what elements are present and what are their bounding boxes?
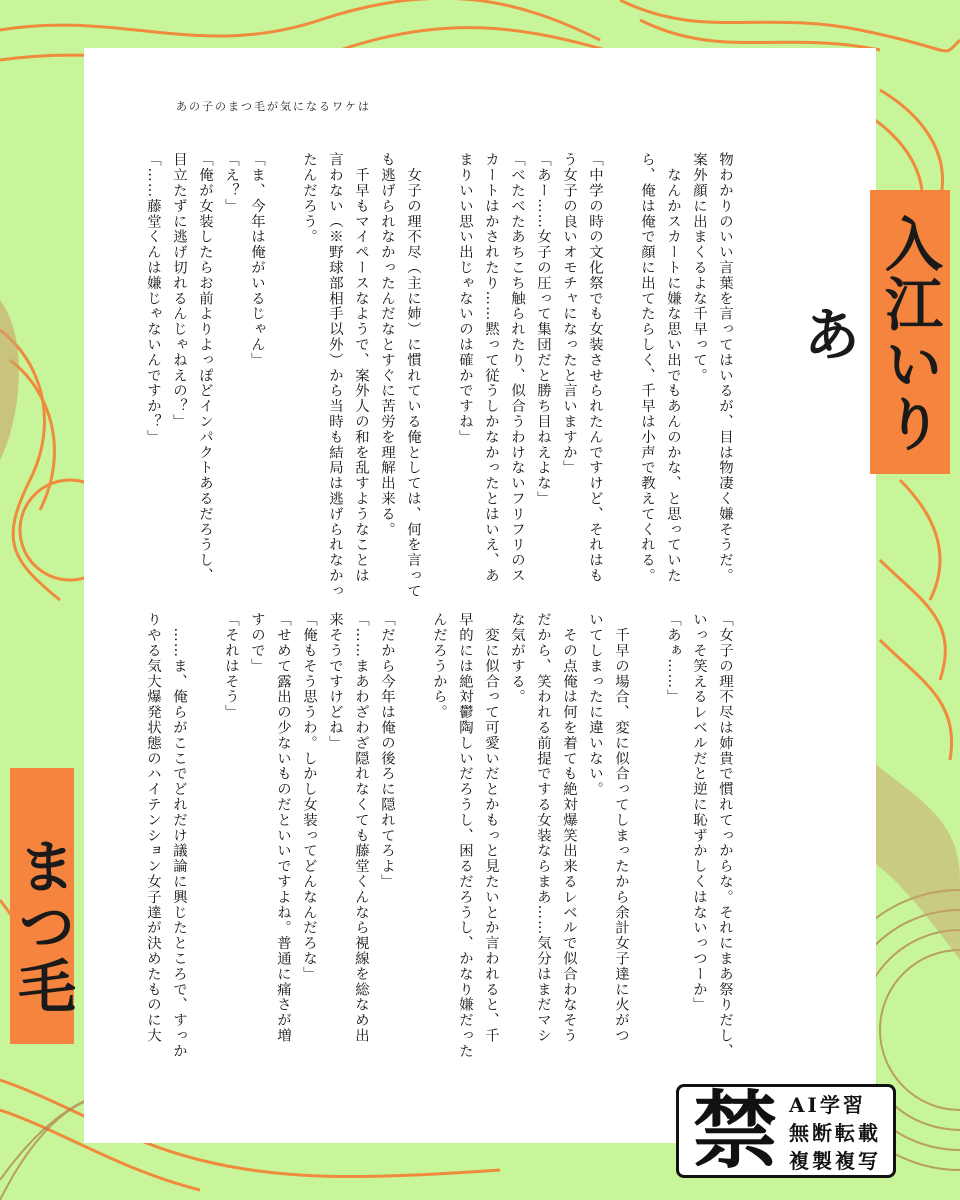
text-line: 「あぁ……」 — [665, 612, 681, 705]
text-line: ら、俺は俺で顔に出てたらしく、千早は小声で教えてくれる。 — [639, 152, 655, 584]
text-line: 「あー……女子の圧って集団だと勝ち目ねえよな」 — [535, 152, 551, 507]
text-line: 「女子の理不尽は姉貴で慣れてっからな。それにまあ祭りだし、 — [717, 612, 733, 1059]
text-line: 言わない（※野球部相手以外）から当時も結局は逃げられなかっ — [327, 152, 343, 599]
text-line: う女子の良いオモチャになったと言いますか」 — [561, 152, 577, 476]
text-line: たんだろう。 — [301, 152, 317, 245]
title-label: まつ毛 — [10, 768, 74, 1044]
text-line: んだろうから。 — [431, 612, 447, 720]
text-line — [426, 152, 452, 592]
text-line: 千早もマイペースなようで、案外人の和を乱すようなことは — [353, 152, 369, 584]
text-line: 物わかりのいい言葉を言ってはいるが、目は物凄く嫌そうだ。 — [717, 152, 733, 584]
text-line: その点俺は何を着ても絶対爆笑出来るレベルで似合わなそう — [561, 612, 577, 1044]
prohibition-line: 複製複写 — [789, 1149, 881, 1173]
text-line — [400, 612, 426, 1060]
text-column-bottom — [145, 612, 738, 1060]
prohibition-lines — [789, 1091, 891, 1175]
text-line: 「……まあわざわざ隠れなくても藤堂くんなら視線を総なめ出 — [353, 612, 369, 1044]
prohibition-kanji: 禁 — [692, 1081, 777, 1180]
text-line: な気がする。 — [509, 612, 525, 705]
text-line: 変に似合って可愛いだとかもっと見たいとか言われると、千 — [483, 612, 499, 1044]
text-line: 「え？」 — [223, 152, 239, 214]
text-line: すので」 — [249, 612, 265, 674]
text-line — [608, 152, 634, 592]
text-line: も逃げられなかったんだなとすぐに苦労を理解出来る。 — [379, 152, 395, 537]
text-line: 「……藤堂くんは嫌じゃないんですか？」 — [145, 152, 161, 445]
prohibition-badge — [676, 1081, 896, 1180]
text-line: まりいい思い出じゃないのは確かですね」 — [457, 152, 473, 445]
text-line: 「べたべたあちこち触られたり、似合うわけないフリフリのス — [509, 152, 525, 584]
text-line: 「中学の時の文化祭でも女装させられたんですけど、それはも — [587, 152, 603, 584]
text-line: なんかスカートに嫌な思い出でもあんのかな、と思っていた — [665, 152, 681, 584]
text-line: 「それはそう」 — [223, 612, 239, 720]
text-line — [270, 152, 296, 592]
text-line: 目立たずに逃げ切れるんじゃねえの？」 — [171, 152, 187, 430]
text-line: いっそ笑えるレベルだと逆に恥ずかしくはないっつーか」 — [691, 612, 707, 1013]
text-line — [634, 612, 660, 1060]
text-line — [192, 612, 218, 1060]
text-line: 「ま、今年は俺がいるじゃん」 — [249, 152, 265, 368]
text-line: 来そうですけどね」 — [327, 612, 343, 751]
text-line: 女子の理不尽（主に姉）に慣れている俺としては、何を言って — [405, 152, 421, 599]
text-line: 「せめて露出の少ないものだといいですよね。普通に痛さが増 — [275, 612, 291, 1044]
text-line: りやる気大爆発状態のハイテンション女子達が決めたものに大 — [145, 612, 161, 1044]
author-label: 入江いりあ — [870, 190, 950, 474]
text-column-top — [145, 152, 738, 599]
text-line: 「だから今年は俺の後ろに隠れてろよ」 — [379, 612, 395, 890]
text-line: だから、笑われる前提でする女装ならまあ……気分はまだマシ — [535, 612, 551, 1044]
text-line: ……ま、俺らがここでどれだけ議論に興じたところで、すっか — [171, 612, 187, 1059]
text-line: 早的には絶対鬱陶しいだろうし、困るだろうし、かなり嫌だった — [457, 612, 473, 1059]
text-line: 案外顔に出まくるよな千早って。 — [691, 152, 707, 383]
text-line: 「俺が女装したらお前よりよっぽどインパクトあるだろうし、 — [197, 152, 213, 584]
prohibition-line: AI学習 — [789, 1093, 866, 1117]
text-line: 千早の場合、変に似合ってしまったから余計女子達に火がつ — [613, 612, 629, 1044]
text-line: 「俺もそう思うわ。しかし女装ってどんなんだろな」 — [301, 612, 317, 982]
text-line: カートはかされたり……黙って従うしかなかったとはいえ、あ — [483, 152, 499, 584]
prohibition-line: 無断転載 — [789, 1121, 881, 1145]
text-line: いてしまったに違いない。 — [587, 612, 603, 797]
running-head: あの子のまつ毛が気になるワケは — [176, 100, 371, 113]
